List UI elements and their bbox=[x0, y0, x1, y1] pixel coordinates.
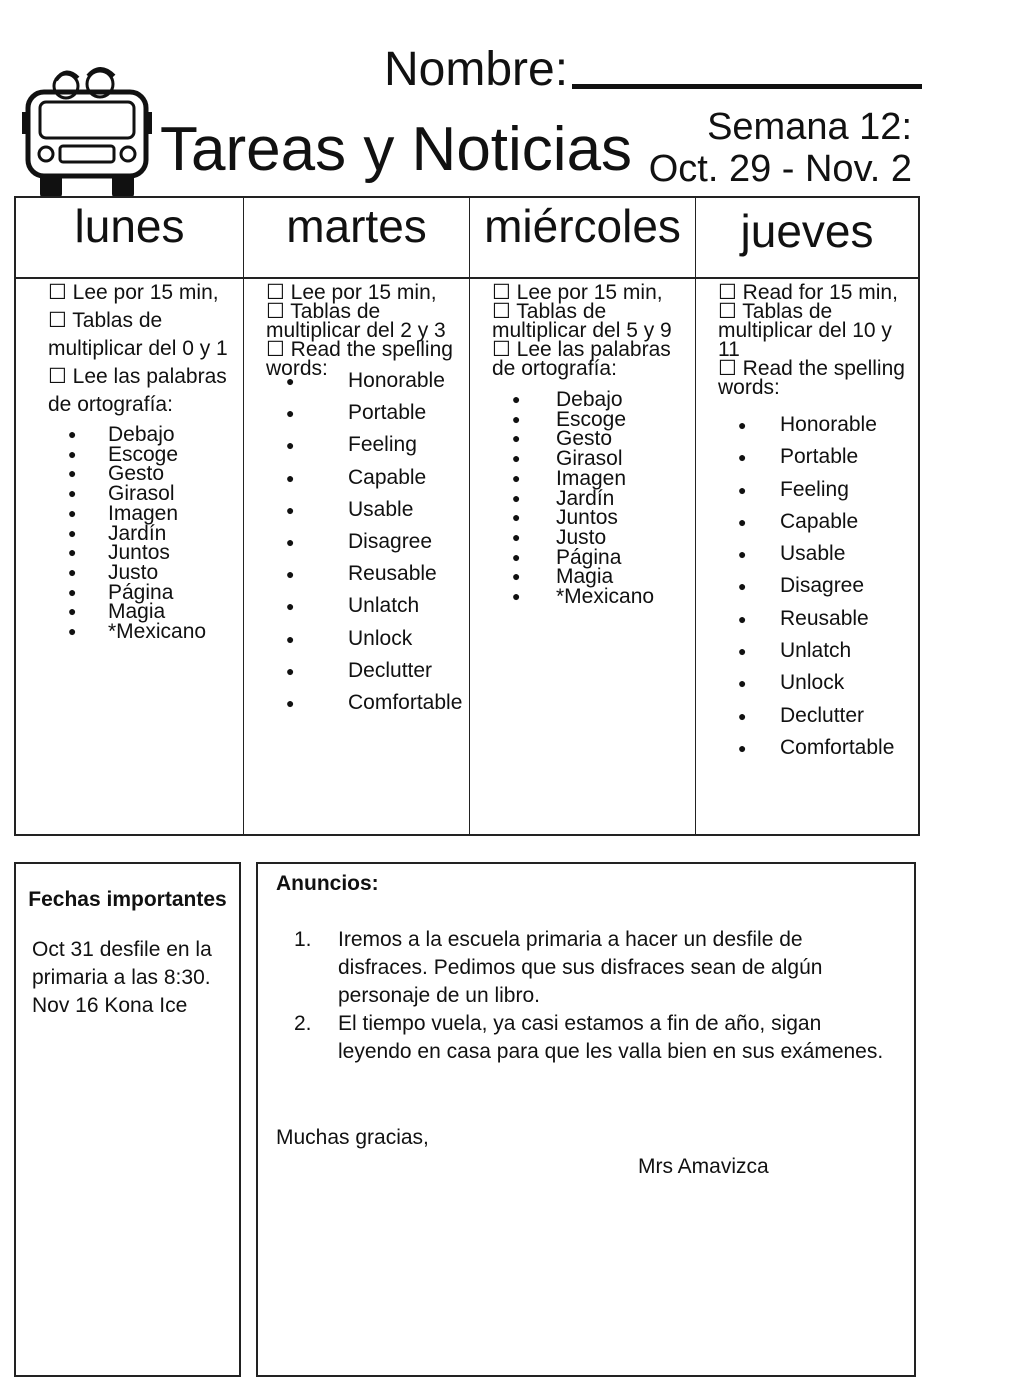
nombre-label: Nombre: bbox=[384, 43, 569, 96]
task-spelling: ☐ Lee las palabras de ortografía: bbox=[48, 365, 227, 416]
day-column-miercoles bbox=[470, 198, 696, 834]
list-item: ● Magia bbox=[48, 602, 237, 622]
page-title: Tareas y Noticias bbox=[160, 115, 633, 184]
list-item: ● Portable bbox=[696, 441, 912, 473]
task-spelling: ☐ Read the spelling words: bbox=[718, 357, 905, 399]
day-column-martes bbox=[244, 198, 470, 834]
list-item: ● Girasol bbox=[48, 484, 237, 504]
list-item: ● Honorable bbox=[266, 365, 463, 397]
important-dates-title: Fechas importantes bbox=[28, 888, 227, 911]
list-item: ● Reusable bbox=[266, 558, 463, 590]
list-item: ● Imagen bbox=[48, 504, 237, 524]
day-tasks bbox=[696, 279, 918, 764]
list-item: ● Gesto bbox=[48, 464, 237, 484]
weekly-schedule bbox=[14, 196, 920, 836]
list-item: ● Declutter bbox=[266, 655, 463, 687]
week-dates: Oct. 29 - Nov. 2 bbox=[648, 148, 912, 190]
list-item: Oct 31 desfile en la primaria a las 8:30. bbox=[32, 938, 212, 989]
list-item: ● Declutter bbox=[696, 700, 912, 732]
list-item: ● Unlock bbox=[266, 623, 463, 655]
task-multiplication: ☐ Tablas de multiplicar del 10 y 11 bbox=[718, 300, 892, 361]
task-multiplication: ☐ Tablas de multiplicar del 0 y 1 bbox=[48, 309, 228, 360]
list-item: ● Honorable bbox=[696, 409, 912, 441]
task-reading: ☐ Lee por 15 min, bbox=[266, 281, 437, 304]
list-item: ● Usable bbox=[266, 494, 463, 526]
list-item: ● *Mexicano bbox=[48, 622, 237, 642]
list-item: ● Debajo bbox=[492, 390, 689, 410]
spelling-word-list bbox=[470, 390, 689, 607]
list-item: ● *Mexicano bbox=[492, 587, 689, 607]
list-item: ● Unlatch bbox=[266, 590, 463, 622]
spelling-word-list bbox=[48, 425, 237, 642]
signature-text: Mrs Amavizca bbox=[638, 1155, 769, 1178]
list-item: ● Comfortable bbox=[266, 687, 463, 719]
item-text: Iremos a la escuela primaria a hacer un desfile de disfraces. Pedimos que sus disfraces sean de algún personaje de un libro. bbox=[338, 928, 823, 1007]
list-item: ● Debajo bbox=[48, 425, 237, 445]
list-item: ● Página bbox=[48, 583, 237, 603]
list-item: ● Magia bbox=[492, 567, 689, 587]
day-column-jueves bbox=[696, 198, 918, 834]
list-item: ● Girasol bbox=[492, 449, 689, 469]
list-item: ● Feeling bbox=[266, 429, 463, 461]
school-bus-kids-icon bbox=[22, 62, 152, 204]
day-tasks bbox=[16, 279, 243, 642]
day-header: martes bbox=[244, 198, 469, 279]
list-item: ● Juntos bbox=[48, 543, 237, 563]
week-number: Semana 12: bbox=[707, 106, 912, 148]
list-item: ● Usable bbox=[696, 538, 912, 570]
day-header: miércoles bbox=[470, 198, 695, 279]
list-item: ● Capable bbox=[266, 462, 463, 494]
task-reading: ☐ Read for 15 min, bbox=[718, 281, 898, 304]
week-label bbox=[620, 106, 912, 190]
day-column-lunes bbox=[16, 198, 244, 834]
list-item: ● Comfortable bbox=[696, 732, 912, 764]
closing-text: Muchas gracias, bbox=[276, 1126, 429, 1149]
list-item: ● Justo bbox=[492, 528, 689, 548]
list-item: ● Disagree bbox=[696, 570, 912, 602]
task-reading: ☐ Lee por 15 min, bbox=[492, 281, 663, 304]
list-item: ● Portable bbox=[266, 397, 463, 429]
task-spelling: ☐ Read the spelling words: bbox=[266, 338, 453, 380]
list-item: ● Justo bbox=[48, 563, 237, 583]
item-number: 1. bbox=[294, 928, 312, 951]
list-item: ● Juntos bbox=[492, 508, 689, 528]
list-item: ● Gesto bbox=[492, 429, 689, 449]
list-item: Nov 16 Kona Ice bbox=[32, 994, 188, 1017]
spelling-word-list bbox=[244, 365, 463, 719]
list-item: ● Imagen bbox=[492, 469, 689, 489]
list-item bbox=[276, 926, 886, 1010]
task-multiplication: ☐ Tablas de multiplicar del 5 y 9 bbox=[492, 300, 672, 342]
list-item: ● Capable bbox=[696, 506, 912, 538]
important-dates-list bbox=[32, 936, 239, 1020]
list-item: ● Reusable bbox=[696, 603, 912, 635]
list-item: ● Jardín bbox=[492, 489, 689, 509]
task-reading: ☐ Lee por 15 min, bbox=[48, 281, 219, 304]
important-dates-box bbox=[14, 862, 241, 1377]
list-item: ● Unlatch bbox=[696, 635, 912, 667]
list-item: ● Unlock bbox=[696, 667, 912, 699]
nombre-line bbox=[572, 84, 922, 89]
list-item: ● Disagree bbox=[266, 526, 463, 558]
day-header: lunes bbox=[16, 198, 243, 279]
list-item: ● Jardín bbox=[48, 524, 237, 544]
announcements-list bbox=[276, 926, 886, 1066]
item-number: 2. bbox=[294, 1012, 312, 1035]
spelling-word-list bbox=[696, 409, 912, 764]
list-item bbox=[276, 1010, 886, 1066]
item-text: El tiempo vuela, ya casi estamos a fin de año, sigan leyendo en casa para que les valla bien en sus exámenes. bbox=[338, 1012, 884, 1063]
day-tasks bbox=[470, 279, 695, 607]
list-item: ● Escoge bbox=[48, 445, 237, 465]
announcements-box bbox=[256, 862, 916, 1377]
task-multiplication: ☐ Tablas de multiplicar del 2 y 3 bbox=[266, 300, 446, 342]
list-item: ● Feeling bbox=[696, 474, 912, 506]
list-item: ● Página bbox=[492, 548, 689, 568]
day-tasks bbox=[244, 279, 469, 719]
day-header: jueves bbox=[696, 198, 918, 279]
announcements-title: Anuncios: bbox=[276, 872, 379, 895]
list-item: ● Escoge bbox=[492, 410, 689, 430]
task-spelling: ☐ Lee las palabras de ortografía: bbox=[492, 338, 671, 380]
